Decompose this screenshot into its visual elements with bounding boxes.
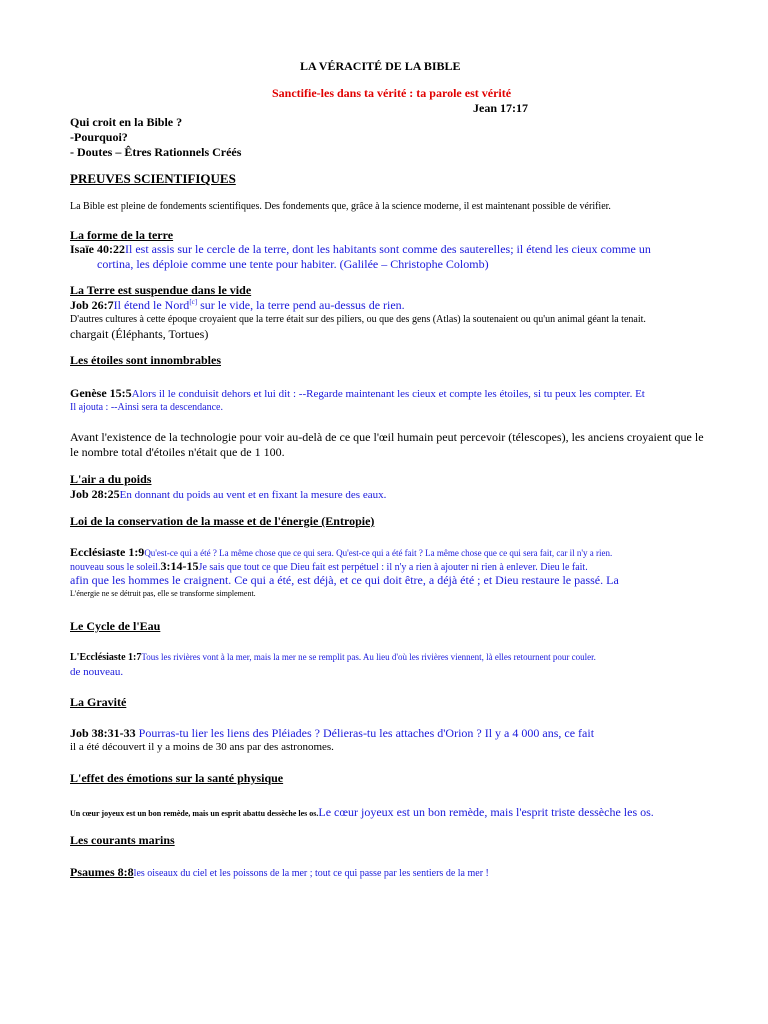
- verse-ecclesiaste-1-9: [70, 546, 612, 560]
- verse-job-26-a: Il étend le Nord: [113, 298, 190, 312]
- subtitle-reference: Jean 17:17: [473, 101, 528, 115]
- verse-ecclesiaste-1-7: [70, 652, 596, 664]
- verse-genese-line2: Il ajouta : --Ainsi sera ta descendance.: [70, 402, 223, 413]
- text-telescopes: Avant l'existence de la technologie pour voir au-delà de ce que l'œil humain peut percevoir (télescopes), les anciens croyaient que le: [70, 430, 704, 444]
- verse-isaie-text: Il est assis sur le cercle de la terre, dont les habitants sont comme des sauterelles; il étend les cieux comme un: [125, 242, 651, 256]
- ref-job-38: Job 38:31-33: [70, 726, 136, 740]
- ref-genese: Genèse 15:5: [70, 386, 132, 400]
- footnote-marker: [c]: [189, 298, 198, 306]
- heading-etoiles: Les étoiles sont innombrables: [70, 353, 222, 367]
- verse-proverbes-text: Le cœur joyeux est un bon remède, mais l'esprit triste dessèche les os.: [318, 805, 654, 819]
- verse-psaumes-text: les oiseaux du ciel et les poissons de la mer ; tout ce qui passe par les sentiers de la mer !: [133, 868, 489, 879]
- verse-ecclesiaste-1-9-text: Qu'est-ce qui a été ? La même chose que ce qui sera. Qu'est-ce qui a été fait ? La même chose que ce qui sera fait, car il n'y a rien.: [144, 548, 613, 558]
- page-title: LA VÉRACITÉ DE LA BIBLE: [300, 59, 461, 73]
- verse-job-28: [70, 488, 386, 502]
- verse-job-38-text: Pourras-tu lier les liens des Pléiades ? Délieras-tu les attaches d'Orion ? Il y a 4 000 ans, ce fait: [135, 726, 595, 740]
- verse-genese-text: Alors il le conduisit dehors et lui dit : --Regarde maintenant les cieux et compte les étoiles, si tu peux les compter. Et: [131, 388, 645, 400]
- intro-paragraph: La Bible est pleine de fondements scientifiques. Des fondements que, grâce à la science moderne, il est maintenant possible de vérifier.: [70, 201, 611, 212]
- verse-ecclesiaste-3-text: Je sais que tout ce que Dieu fait est perpétuel : il n'y a rien à ajouter ni rien à enlever. Dieu le fait.: [198, 562, 588, 573]
- verse-ecclesiaste-3: [70, 560, 588, 574]
- verse-isaie-line2: cortina, les déploie comme une tente pour habiter. (Galilée – Christophe Colomb): [97, 257, 489, 271]
- heading-gravite: La Gravité: [70, 695, 127, 709]
- ref-ecclesiaste-3: 3:14-15: [160, 559, 199, 573]
- text-cultures-2: chargait (Éléphants, Tortues): [70, 327, 209, 341]
- ref-ecclesiaste-1-7: L'Ecclésiaste 1:7: [70, 652, 142, 663]
- verse-genese: [70, 387, 645, 401]
- heading-conservation: Loi de la conservation de la masse et de l'énergie (Entropie): [70, 514, 375, 528]
- text-cultures: D'autres cultures à cette époque croyaient que la terre était sur des piliers, ou que des gens (Atlas) la soutenaient ou qu'un animal géant la tenait.: [70, 314, 646, 325]
- verse-ecclesiaste-1-9b: nouveau sous le soleil.: [70, 562, 161, 573]
- intro-question-2: -Pourquoi?: [70, 130, 128, 144]
- verse-job-26-b: sur le vide, la terre pend au-dessus de rien.: [197, 298, 405, 312]
- page-subtitle: Sanctifie-les dans ta vérité : ta parole est vérité: [272, 86, 512, 100]
- ref-psaumes: Psaumes 8:8: [70, 865, 134, 879]
- heading-emotions: L'effet des émotions sur la santé physique: [70, 771, 284, 785]
- verse-ecclesiaste-1-7-text: Tous les rivières vont à la mer, mais la mer ne se remplit pas. Au lieu d'où les rivières viennent, là elles retournent pour couler.: [141, 652, 596, 662]
- heading-forme-terre: La forme de la terre: [70, 228, 174, 242]
- verse-ecclesiaste-3-line2: afin que les hommes le craignent. Ce qui a été, est déjà, et ce qui doit être, a déjà été ; et Dieu restaure le passé. La: [70, 573, 619, 587]
- verse-psaumes: [70, 866, 489, 880]
- ref-job-28: Job 28:25: [70, 487, 120, 501]
- section-heading: PREUVES SCIENTIFIQUES: [70, 171, 236, 186]
- text-energie: L'énergie ne se détruit pas, elle se transforme simplement.: [70, 589, 256, 598]
- intro-question-1: Qui croit en la Bible ?: [70, 115, 183, 129]
- ref-job-26: Job 26:7: [70, 298, 114, 312]
- heading-cycle-eau: Le Cycle de l'Eau: [70, 619, 161, 633]
- verse-proverbes: [70, 803, 654, 821]
- text-telescopes-2: le nombre total d'étoiles n'était que de 1 100.: [70, 445, 285, 459]
- heading-terre-suspendue: La Terre est suspendue dans le vide: [70, 283, 252, 297]
- heading-courants-marins: Les courants marins: [70, 833, 175, 847]
- verse-isaie: [70, 243, 651, 257]
- text-astronomes: il a été découvert il y a moins de 30 ans par des astronomes.: [70, 741, 334, 753]
- verse-ecclesiaste-1-7-line2: de nouveau.: [70, 666, 124, 678]
- ref-isaie: Isaïe 40:22: [70, 242, 125, 256]
- ref-ecclesiaste-1-9: Ecclésiaste 1:9: [70, 545, 145, 559]
- heading-air-poids: L'air a du poids: [70, 472, 152, 486]
- verse-job-38: [70, 727, 594, 741]
- intro-question-3: - Doutes – Êtres Rationnels Créés: [70, 145, 242, 159]
- verse-proverbes-small: Un cœur joyeux est un bon remède, mais un esprit abattu dessèche les os.: [70, 809, 319, 818]
- verse-job-28-text: En donnant du poids au vent et en fixant la mesure des eaux.: [119, 489, 387, 501]
- verse-job-26: [70, 298, 405, 313]
